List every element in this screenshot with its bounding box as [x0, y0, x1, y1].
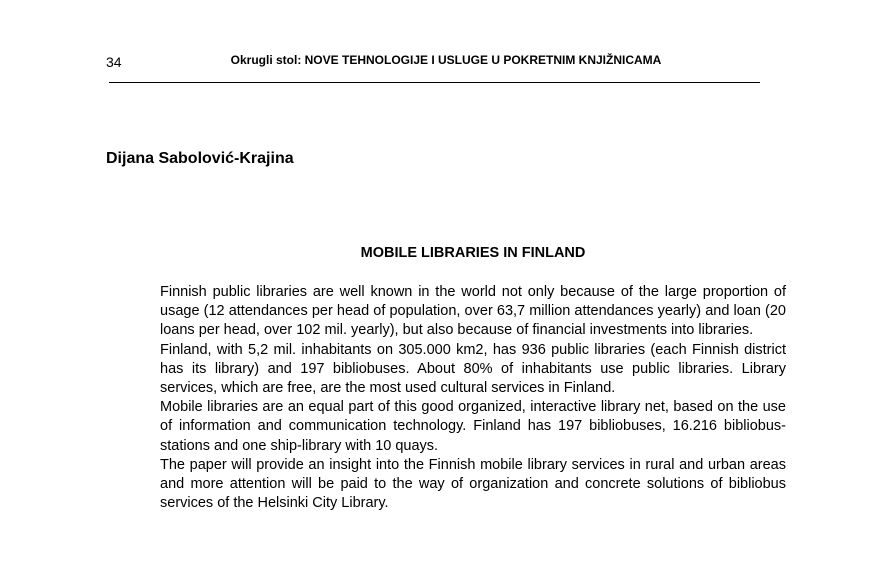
- article-title: MOBILE LIBRARIES IN FINLAND: [360, 245, 586, 261]
- abstract-paragraph: Finland, with 5,2 mil. inhabitants on 305.000 km2, has 936 public libraries (each Finnish district has its library) and 197 bibliobuses. About 80% of inhabitants use public libraries. Library services, which are free, are the most used cultural services in Finland.: [160, 341, 786, 397]
- running-header: Okrugli stol: NOVE TEHNOLOGIJE I USLUGE U POKRETNIM KNJIŽNICAMA: [230, 53, 662, 67]
- abstract-paragraph: Finnish public libraries are well known in the world not only because of the large proportion of usage (12 attendances per head of population, over 63,7 million attendances yearly) and loan (20 loans per head, over 102 mil. yearly), but also because of financial investments into libraries.: [160, 284, 786, 339]
- abstract: [160, 283, 786, 513]
- author-name: Dijana Sabolović-Krajina: [106, 150, 294, 167]
- abstract-paragraph: The paper will provide an insight into the Finnish mobile library services in rural and urban areas and more attention will be paid to the way of organization and concrete solutions of bibliobus services of the Helsinki City Library.: [160, 456, 786, 512]
- header-divider: [109, 82, 760, 83]
- page-number: 34: [106, 54, 122, 70]
- abstract-paragraph: Mobile libraries are an equal part of this good organized, interactive library net, based on the use of information and communication technology. Finland has 197 bibliobuses, 16.216 bibliobus-stations and one ship-library with 10 quays.: [160, 399, 786, 454]
